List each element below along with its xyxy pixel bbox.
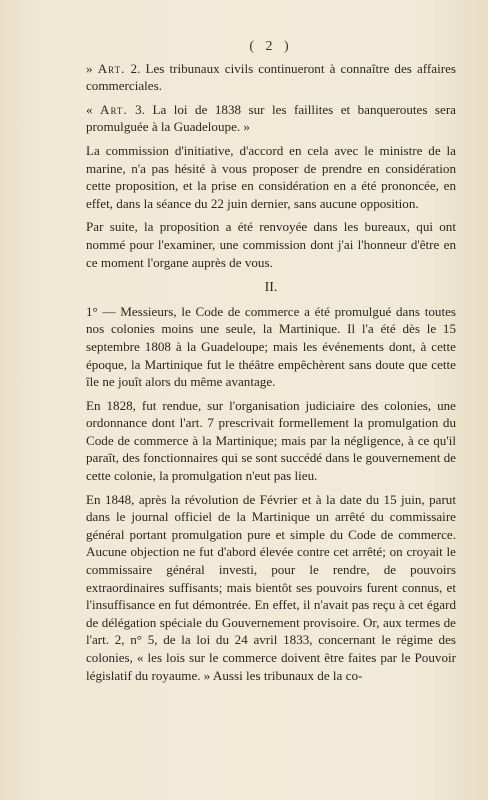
paragraph-referral: Par suite, la proposition a été renvoyée dans les bureaux, qui ont nommé pour l'examiner, une commission dont j'ai l'honneur d'être en ce moment l'organe auprès de vous. xyxy=(86,219,456,270)
page-number: ( 2 ) xyxy=(249,39,293,54)
article-2 xyxy=(86,60,456,95)
page-content xyxy=(86,38,456,690)
paragraph-code-promulgation: 1° — Messieurs, le Code de commerce a été promulgué dans toutes nos colonies moins une seule, la Martinique. Il l'a été dès le 15 septembre 1808 à la Guadeloupe; mais les événements dont, à cette époque, la Martinique fut le théâtre empêchèrent sans doute que cette île ne jouît alors du même avantage. xyxy=(86,303,456,390)
article-2-lead: » xyxy=(86,60,98,76)
article-2-text: Les tribunaux civils continueront à connaître des affaires commerciales. xyxy=(86,60,456,94)
paragraph-1848: En 1848, après la révolution de Février et à la date du 15 juin, parut dans le journal officiel de la Martinique un arrêté du commissaire général portant promulgation pure et simple du Code de commerce. Aucune objection ne fut d'abord élevée contre cet arrêté; on croyait le commissaire général investi, pour le rendre, de pouvoirs extraordinaires suffisants; mais bientôt ses pouvoirs furent connus, et l'insuffisance en fut démontrée. En effet, il n'avait pas reçu à cet égard de délégation spéciale du Gouvernement provisoire. Or, aux termes de l'art. 2, n° 5, de la loi du 24 avril 1833, concernant le régime des colonies, « les lois sur le commerce doivent être faites par le Pouvoir législatif du royaume. » Aussi les tribunaux de la co- xyxy=(86,491,456,683)
article-3 xyxy=(86,101,456,136)
article-2-label: Art. xyxy=(97,60,126,76)
article-3-number: 3. xyxy=(127,101,153,117)
section-heading: II. xyxy=(264,280,278,296)
article-3-lead: « xyxy=(86,101,101,117)
article-3-label: Art. xyxy=(100,101,128,117)
paragraph-commission: La commission d'initiative, d'accord en cela avec le ministre de la marine, n'a pas hésité à vous proposer de prendre en considération cette proposition, et la prise en considération en a été prononcée, en effet, dans la séance du 22 juin dernier, sans aucune opposition. xyxy=(86,142,456,211)
paragraph-1828: En 1828, fut rendue, sur l'organisation judiciaire des colonies, une ordonnance dont l'art. 7 prescrivait formellement la promulgation du Code de commerce à la Martinique; mais par la négligence, à ce qu'il paraît, des fonctionnaires qui se sont succédé dans le gouvernement de cette colonie, la promulgation n'eut pas lieu. xyxy=(86,397,456,484)
article-2-number: 2. xyxy=(125,60,146,76)
article-3-text: La loi de 1838 sur les faillites et banqueroutes sera promulguée à la Guadeloupe. » xyxy=(86,101,456,135)
